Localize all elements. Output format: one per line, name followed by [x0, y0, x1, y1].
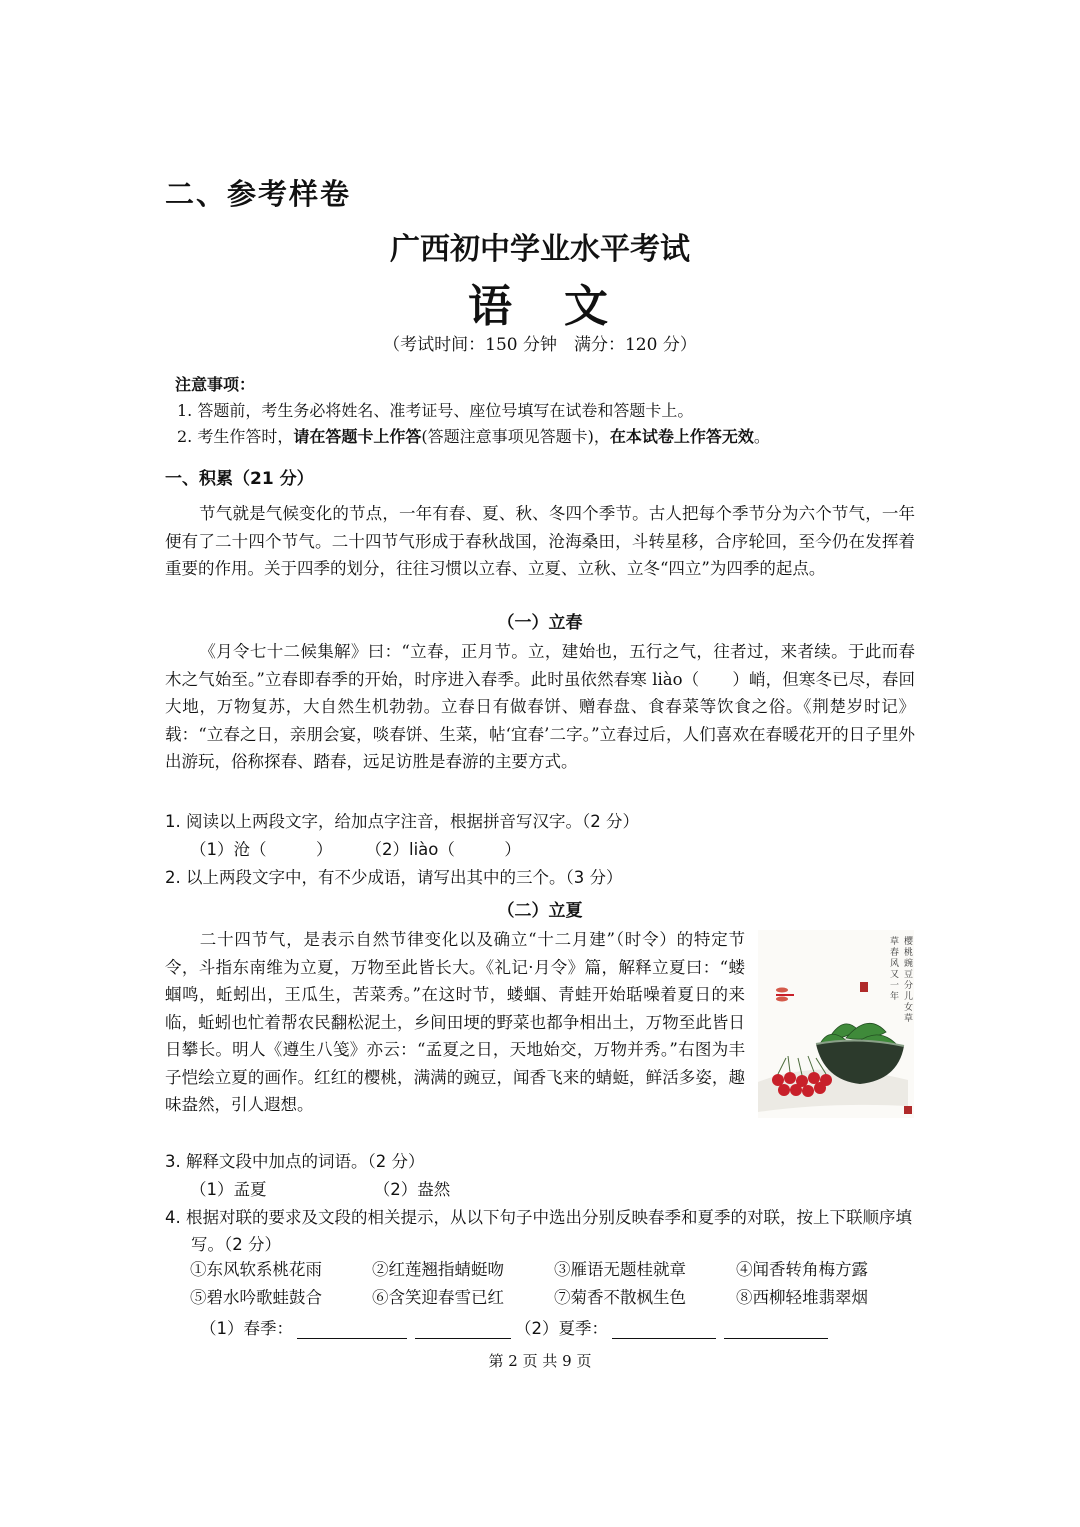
- couplet-option: ③雁语无题桂就章: [554, 1260, 686, 1279]
- notes-heading: 注意事项：: [175, 375, 256, 394]
- section-heading: 二、参考样卷: [165, 177, 352, 211]
- lixia-text: 二十四节气，是表示自然节律变化以及确立“十二月建”（时令）的特定节令，斗指东南维为立夏，万物至此皆长大。《礼记·月令》篇，解释立夏曰：“蝼蝈鸣，蚯蚓出，王瓜生，苦菜秀。”在这时节，蝼蝈、青蛙开始聒噪着夏日的来临，蚯蚓也忙着帮农民翻松泥土，乡间田埂的野菜也都争相出土，万物至此皆日日攀长。明人《遵生八笺》亦云：“孟夏之日，天地始交，万物并秀。”右图为丰子恺绘立夏的画作。红红的樱桃，满满的豌豆，闻香飞来的蜻蜓，鲜活多姿，趣味盎然，引人遐想。: [165, 930, 745, 1114]
- part1-heading: 一、积累（21 分）: [165, 469, 314, 489]
- question-4: 4. 根据对联的要求及文段的相关提示，从以下句子中选出分别反映春季和夏季的对联，按上下联顺序填写。（2 分）: [165, 1208, 912, 1254]
- notes-item-2-c: (答题注意事项见答题卡)，: [421, 427, 610, 446]
- lichun-text: 《月令七十二候集解》曰：“立春，正月节。立，建始也，五行之气，往者过，来者续。于此而春木之气始至。”立春即春季的开始，时序进入春季。此时虽依然春寒 liào（ ）峭，但寒冬已尽，春回大地，万物复苏，大自然生机勃勃。立春日有做春饼、赠春盘、食春菜等饮食之俗。《荆楚岁时记》载：“立春之日，亲朋会宴，啖春饼、生菜，帖‘宜春’二字。”立春过后，人们喜欢在春暖花开的日子里外出游玩，俗称探春、踏春，远足访胜是春游的主要方式。: [165, 642, 915, 771]
- couplet-option: ⑤碧水吟歌蛙鼓合: [190, 1288, 322, 1307]
- notes-item-2-e: 。: [753, 427, 770, 446]
- intro-text: 节气就是气候变化的节点，一年有春、夏、秋、冬四个季节。古人把每个季节分为六个节气，一年便有了二十四个节气。二十四节气形成于春秋战国，沧海桑田，斗转星移，合序轮回，至今仍在发挥着重要的作用。关于四季的划分，往往习惯以立春、立夏、立秋、立冬“四立”为四季的起点。: [165, 504, 915, 578]
- couplet-option: ①东风软系桃花雨: [190, 1260, 322, 1279]
- couplet-option: ⑦菊香不散枫生色: [554, 1288, 686, 1307]
- lichun-heading: （一）立春: [497, 613, 583, 633]
- couplet-option: ④闻香转角梅方露: [736, 1260, 868, 1279]
- summer-blank-2[interactable]: [724, 1320, 828, 1339]
- question-1: 1. 阅读以上两段文字，给加点字注音，根据拼音写汉字。（2 分）: [165, 812, 639, 831]
- notes-item-2-a: 2. 考生作答时，: [177, 427, 294, 446]
- couplet-option: ⑥含笑迎春雪已红: [372, 1288, 504, 1307]
- couplet-options: [190, 1256, 918, 1312]
- question-3: 3. 解释文段中加点的词语。（2 分）: [165, 1152, 425, 1171]
- answer-line: [200, 1315, 832, 1339]
- notes-item-2: [175, 424, 935, 450]
- question-3-subitems: （1）孟夏 （2）盎然: [190, 1180, 451, 1199]
- lixia-heading: （二）立夏: [497, 901, 583, 921]
- summer-label: （2）夏季：: [515, 1319, 608, 1338]
- couplet-option: ②红莲翘指蜻蜓吻: [372, 1260, 504, 1279]
- question-1-subitems: （1）沧（ ） （2）liào（ ）: [190, 840, 521, 859]
- couplet-option: ⑧西柳轻堆翡翠烟: [736, 1288, 868, 1307]
- notes-item-1: 1. 答题前，考生务必将姓名、准考证号、座位号填写在试卷和答题卡上。: [177, 401, 694, 420]
- subject-title: 语 文: [468, 281, 612, 332]
- notes-item-2-bold-2: 在本试卷上作答无效: [609, 427, 754, 446]
- question-2: 2. 以上两段文字中，有不少成语，请写出其中的三个。（3 分）: [165, 868, 623, 887]
- exam-title: 广西初中学业水平考试: [390, 232, 690, 267]
- spring-blank-2[interactable]: [415, 1320, 511, 1339]
- lixia-painting: [758, 930, 914, 1118]
- painting-inscription: 樱桃豌豆分儿女草草春风又一年: [890, 937, 914, 1024]
- spring-blank-1[interactable]: [297, 1320, 407, 1339]
- notes-item-2-bold-1: 请在答题卡上作答: [293, 427, 422, 446]
- notes-block: [175, 372, 935, 450]
- spring-label: （1）春季：: [200, 1319, 293, 1338]
- lichun-paragraph: [165, 638, 915, 776]
- intro-paragraph: [165, 500, 915, 583]
- seal-mark: [860, 982, 868, 992]
- summer-blank-1[interactable]: [612, 1320, 716, 1339]
- lixia-paragraph: [165, 926, 745, 1119]
- exam-info: （考试时间：150 分钟 满分：120 分）: [383, 335, 697, 355]
- seal-mark-2: [904, 1106, 912, 1114]
- page-footer: 第 2 页 共 9 页: [488, 1352, 592, 1370]
